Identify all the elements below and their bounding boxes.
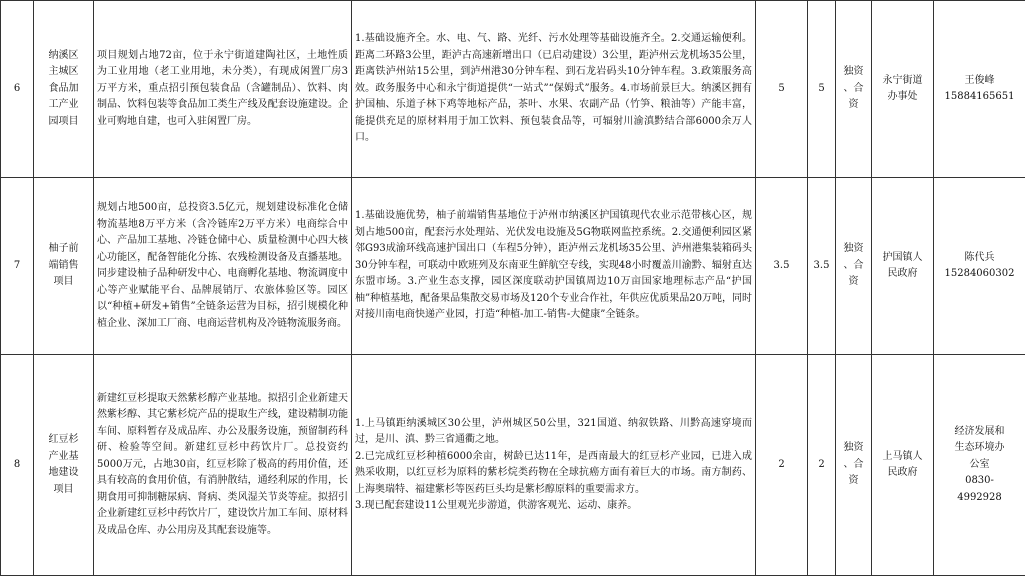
project-name-line: 食品加 bbox=[48, 82, 79, 94]
mode-line: 独资 bbox=[843, 66, 864, 78]
condition-item: 3.现已配套建设11公里观光步游道，供游客观光、运动、康养。 bbox=[355, 500, 638, 511]
cooperation-mode bbox=[836, 178, 872, 355]
cooperation-mode bbox=[836, 1, 872, 178]
project-name bbox=[34, 355, 94, 576]
project-name-line: 地建设 bbox=[48, 467, 79, 478]
project-name-line: 产业基 bbox=[48, 450, 79, 462]
project-name-line: 项目 bbox=[53, 276, 74, 288]
project-content: 项目规划占地72亩，位于永宁街道建陶社区，土地性质为工业用地（老工业用地，未分类），有现成闲置厂房3万平方米，重点招引预包装食品（含罐制品）、饮料、肉制品、饮料包装等食品加工类生产线及配套设施建设。企业可购地自建，也可入驻闲置厂房。 bbox=[94, 1, 352, 178]
mode-line: 、合 bbox=[843, 259, 864, 271]
contact-line: 15884165651 bbox=[944, 91, 1015, 102]
mode-line: 独资 bbox=[843, 442, 864, 454]
row-number: 6 bbox=[1, 1, 34, 178]
project-name-line: 项目 bbox=[53, 483, 74, 495]
table-row bbox=[1, 355, 1025, 576]
project-conditions: 1.基础设施优势，柚子前端销售基地位于泸州市纳溪区护国镇现代农业示范带核心区，规划占地500亩，配套污水处理站、光伏发电设施及5G物联网监控系统。2.交通便利园区紧邻G93成渝环线高速护国出口（车程5分钟），距泸州云龙机场35公里、泸州港集装箱码头30分钟车程，可联动中欧班列及东南亚生鲜航空专线，实现48小时覆盖川渝黔、辐射直达东盟市场。3.产业生态支撑，园区深度联动护国镇周边10万亩国家地理标志产品“护国柚”种植基地，配备果品集散交易市场及120个专业合作社，年供应优质果品20万吨，同时对接川南电商快递产业园，打造“种植-加工-销售-大健康”全链条。 bbox=[352, 178, 756, 355]
mode-line: 、合 bbox=[843, 82, 864, 94]
contact-line: 王俊峰 bbox=[964, 74, 995, 86]
mode-line: 、合 bbox=[843, 458, 864, 470]
condition-item: 1.上马镇距纳溪城区30公里，泸州城区50公里，321国道、纳叙铁路、川黔高速穿境而过，是川、滇、黔三省通衢之地。 bbox=[355, 417, 752, 445]
project-conditions bbox=[352, 355, 756, 576]
funds-needed: 3.5 bbox=[808, 178, 836, 355]
contact-line: 生态环境办 bbox=[954, 442, 1005, 454]
project-name-line: 纳溪区 bbox=[48, 49, 79, 61]
funds-needed: 5 bbox=[808, 1, 836, 178]
contact-line: 经济发展和 bbox=[954, 425, 1005, 437]
project-content: 规划占地500亩，总投资3.5亿元，规划建设标准化仓储物流基地8万平方米（含冷链库2万平方米）电商综合中心、产品加工基地、冷链仓储中心、质量检测中心四大核心功能区，配备智能化分拣、农残检测设备及直播基地。同步建设柚子品种研发中心、电商孵化基地、物流调度中心等产业赋能平台、品牌展销厅、农旅体验区等。园区以“种植+研发+销售”全链条运营为目标，招引规模化种植企业、深加工厂商、电商运营机构及冷链物流服务商。 bbox=[94, 178, 352, 355]
mode-line: 资 bbox=[848, 276, 859, 288]
mode-line: 资 bbox=[848, 475, 859, 487]
table-row bbox=[1, 1, 1025, 178]
responsible-unit bbox=[872, 355, 934, 576]
project-name-line: 柚子前 bbox=[48, 243, 79, 255]
unit-line: 护国镇人 bbox=[882, 251, 923, 263]
funds-needed: 2 bbox=[808, 355, 836, 576]
responsible-unit bbox=[872, 178, 934, 355]
contact bbox=[934, 1, 1025, 178]
project-content: 新建红豆杉提取天然紫杉醇产业基地。拟招引企业新建天然紫杉醇、其它紫杉烷产品的提取生产线，建设精制功能车间、原料暂存及成品库、办公及服务设施，预留制药科研、检验等空间。新建红豆杉中药饮片厂。总投资约5000万元，占地30亩，红豆杉除了极高的药用价值，还具有较高的食用价值，有消肿散结，通经利尿的作用，长期食用可抑制糖尿病、肾病、类风湿关节炎等症。拟招引企业新建红豆杉中药饮片厂，建设饮片加工车间、原材料及成品仓库、办公用房及其配套设施等。 bbox=[94, 355, 352, 576]
total-investment: 3.5 bbox=[756, 178, 808, 355]
project-name bbox=[34, 1, 94, 178]
contact bbox=[934, 178, 1025, 355]
contact-line: 公室 bbox=[969, 458, 990, 470]
total-investment: 2 bbox=[756, 355, 808, 576]
project-name-line: 红豆杉 bbox=[48, 434, 79, 445]
mode-line: 独资 bbox=[843, 243, 864, 255]
total-investment: 5 bbox=[756, 1, 808, 178]
project-name-line: 园项目 bbox=[48, 115, 79, 127]
responsible-unit bbox=[872, 1, 934, 178]
unit-line: 永宁街道 bbox=[882, 74, 923, 86]
cooperation-mode bbox=[836, 355, 872, 576]
contact-line: 15284060302 bbox=[944, 268, 1015, 279]
unit-line: 民政府 bbox=[887, 467, 918, 478]
contact-line: 陈代兵 bbox=[964, 251, 995, 263]
project-name-line: 工产业 bbox=[48, 99, 79, 111]
table-row bbox=[1, 178, 1025, 355]
contact bbox=[934, 355, 1025, 576]
project-conditions: 1.基础设施齐全。水、电、气、路、光纤、污水处理等基础设施齐全。2.交通运输便利。距离二环路3公里，距泸古高速新增出口（已启动建设）3公里，距泸州云龙机场35公里，距离铁泸州站15公里，到泸州港30分钟车程、到石龙岩码头10分钟车程。3.政策服务高效。政务服务中心和永宁街道提供“一站式”“保姆式”服务。4.市场前景巨大。纳溪区拥有护国柚、乐道子林下鸡等地标产品，茶叶、水果、农副产品（竹笋、粮油等）产能丰富，能提供充足的原材料用于加工饮料、预包装食品等，可辐射川渝滇黔结合部6000余万人口。 bbox=[352, 1, 756, 178]
condition-item: 2.已完成红豆杉种植6000余亩，树龄已达11年，是西南最大的红豆杉产业园，已进入成熟采收期，以红豆杉为原料的紫杉烷类药物在全球抗癌方面有着巨大的市场。南方制药、上海奥瑞特、福建紫杉等医药巨头均是紫杉醇原料的重要需求方。 bbox=[355, 450, 752, 495]
project-name-line: 主城区 bbox=[48, 66, 79, 78]
row-number: 7 bbox=[1, 178, 34, 355]
row-number: 8 bbox=[1, 355, 34, 576]
contact-line: 0830- bbox=[965, 475, 994, 487]
project-name-line: 端销售 bbox=[48, 259, 79, 271]
project-name bbox=[34, 178, 94, 355]
unit-line: 民政府 bbox=[887, 268, 918, 279]
contact-line: 4992928 bbox=[957, 491, 1002, 503]
mode-line: 资 bbox=[848, 99, 859, 111]
unit-line: 上马镇人 bbox=[882, 450, 923, 462]
unit-line: 办事处 bbox=[887, 91, 918, 102]
